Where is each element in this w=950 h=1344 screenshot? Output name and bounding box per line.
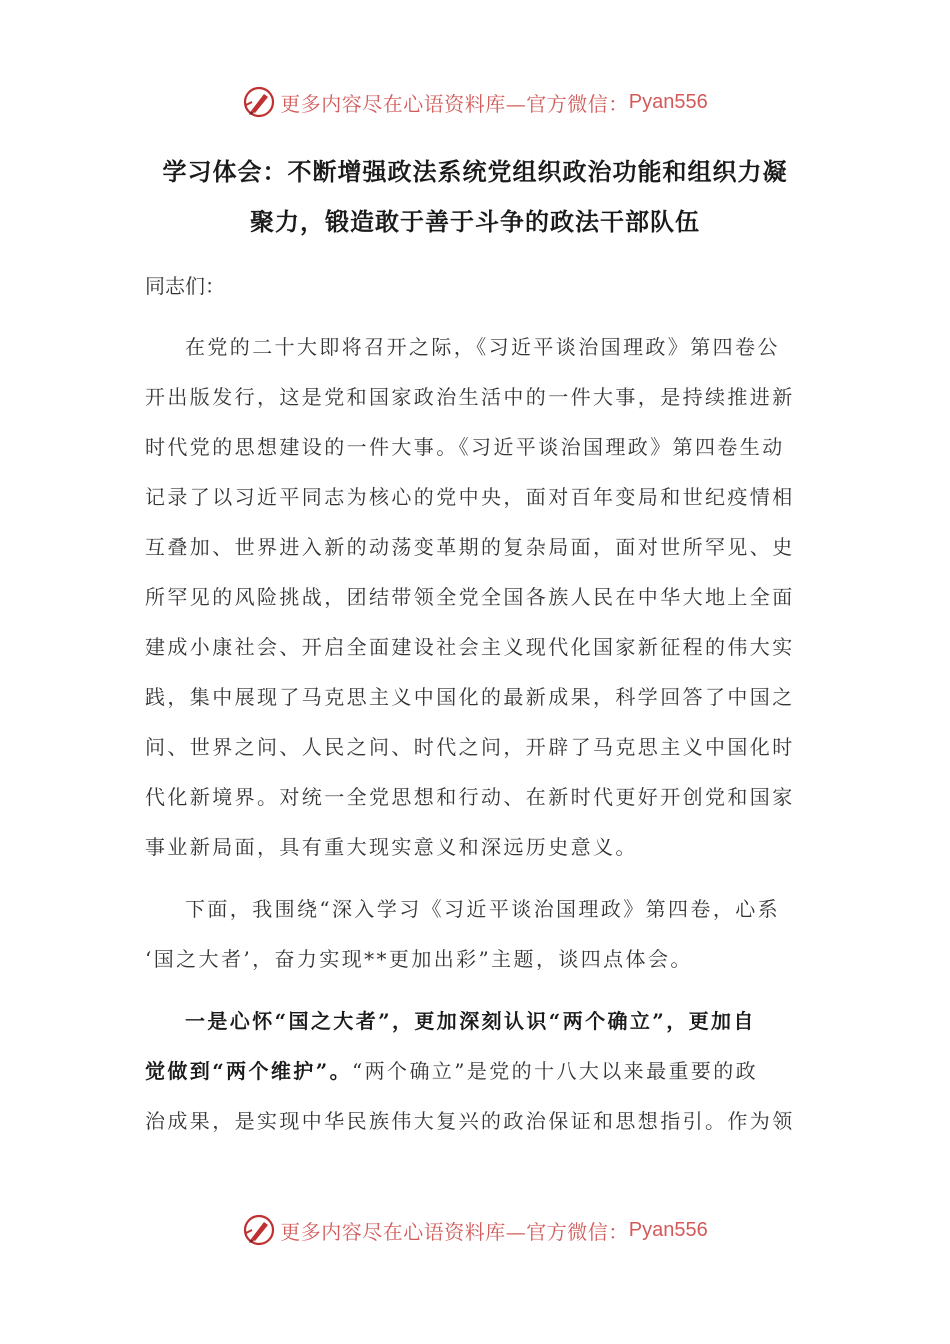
text-line: 在党的二十大即将召开之际，《习近平谈治国理政》第四卷公 — [185, 335, 780, 359]
text-line: 问、世界之问、人民之问、时代之问，开辟了马克思主义中国化时 — [145, 735, 795, 759]
text-line: ‘国之大者’，奋力实现**更加出彩”主题，谈四点体会。 — [145, 947, 693, 971]
body-text: “两个确立”是党的十八大以来最重要的政 — [352, 1059, 759, 1083]
footer-banner — [0, 1210, 950, 1250]
paragraph-point-one — [145, 996, 805, 1146]
text-line — [145, 1046, 805, 1096]
wechat-id: Pyan556 — [628, 1218, 708, 1241]
text-line: 代化新境界。对统一全党思想和行动、在新时代更好开创党和国家 — [145, 785, 795, 809]
text-line: 治成果，是实现中华民族伟大复兴的政治保证和思想指引。作为领 — [145, 1109, 795, 1133]
banner-text: 更多内容尽在心语资料库—官方微信： — [280, 1219, 629, 1244]
text-line: 记录了以习近平同志为核心的党中央，面对百年变局和世纪疫情相 — [145, 485, 795, 509]
text-line: 互叠加、世界进入新的动荡变革期的复杂局面，面对世所罕见、史 — [145, 535, 795, 559]
banner-text: 更多内容尽在心语资料库—官方微信： — [280, 91, 629, 116]
paragraph-intro — [145, 322, 805, 872]
document-title-line2: 聚力，锻造敢于善于斗争的政法干部队伍 — [250, 207, 700, 236]
text-line: 时代党的思想建设的一件大事。《习近平谈治国理政》第四卷生动 — [145, 435, 785, 459]
header-banner — [0, 82, 950, 122]
bold-heading: 一是心怀“国之大者”，更加深刻认识“两个确立”，更加自 — [185, 1009, 756, 1033]
text-line: 事业新局面，具有重大现实意义和深远历史意义。 — [145, 835, 638, 859]
text-line: 所罕见的风险挑战，团结带领全党全国各族人民在中华大地上全面 — [145, 585, 795, 609]
salutation: 同志们： — [145, 274, 225, 298]
bold-heading: 觉做到“两个维护”。 — [145, 1059, 353, 1083]
wechat-id: Pyan556 — [628, 90, 708, 113]
pen-nib-icon — [242, 1213, 276, 1247]
text-line — [145, 996, 805, 1046]
text-line: 践，集中展现了马克思主义中国化的最新成果，科学回答了中国之 — [145, 685, 795, 709]
text-line: 建成小康社会、开启全面建设社会主义现代化国家新征程的伟大实 — [145, 635, 795, 659]
paragraph-topic — [145, 884, 805, 984]
text-line: 开出版发行，这是党和国家政治生活中的一件大事，是持续推进新 — [145, 385, 795, 409]
document-title-line1: 学习体会：不断增强政法系统党组织政治功能和组织力凝 — [162, 157, 788, 186]
text-line: 下面，我围绕“深入学习《习近平谈治国理政》第四卷，心系 — [185, 897, 781, 921]
pen-nib-icon — [242, 85, 276, 119]
